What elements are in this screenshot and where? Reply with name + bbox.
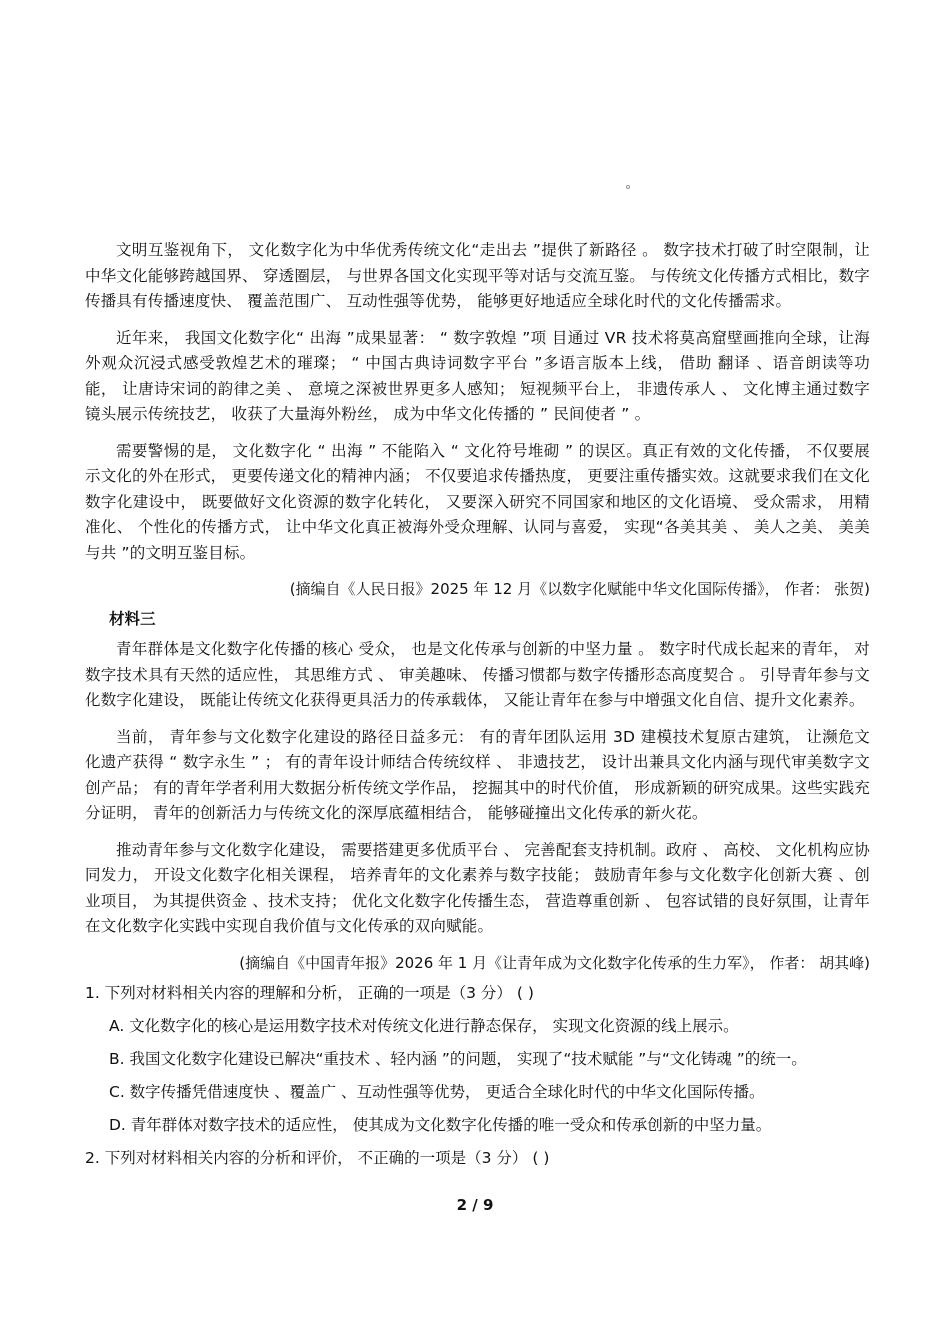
question-1-stem: 1. 下列对材料相关内容的理解和分析， 正确的一项是（3 分） ( ) — [85, 983, 534, 1002]
material3-source: (摘编自《中国青年报》2026 年 1 月《让青年成为文化数字化传承的生力军》， 作者： 胡其峰) — [239, 953, 870, 972]
material2-paragraph-1: 文明互鉴视角下， 文化数字化为中华优秀传统文化“走出去 ”提供了新路径 。 数字技术打破了时空限制，让中华文化能够跨越国界、 穿透圈层， 与世界各国文化实现平等对话与交流互鉴。 与传统文化传播方式相比，数字传播具有传播速度快、 覆盖范围广、 互动性强等优势， 能够更好地适应全球化时代的文化传播需求。 — [85, 241, 870, 310]
material3-heading: 材料三 — [109, 610, 156, 628]
question-1-option-b: B. 我国文化数字化建设已解决“重技术 、轻内涵 ”的问题， 实现了“技术赋能 ”与“文化铸魂 ”的统一。 — [109, 1049, 807, 1068]
material2-source: (摘编自《人民日报》2025 年 12 月《以数字化赋能中华文化国际传播》， 作者： 张贺) — [289, 580, 870, 598]
scan-dot — [626, 185, 630, 189]
question-1-option-a: A. 文化数字化的核心是运用数字技术对传统文化进行静态保存， 实现文化资源的线上展示。 — [109, 1016, 739, 1035]
question-2-stem: 2. 下列对材料相关内容的分析和评价， 不正确的一项是（3 分） ( ) — [85, 1148, 550, 1167]
material3-paragraph-1: 青年群体是文化数字化传播的核心 受众， 也是文化传承与创新的中坚力量 。 数字时代成长起来的青年， 对数字技术具有天然的适应性， 其思维方式 、 审美趣味、 传播习惯都与数字传播形态高度契合 。 引导青年参与文化数字化建设， 既能让传统文化获得更具活力的传承载体， 又能让青年在参与中增强文化自信、提升文化素养。 — [85, 640, 870, 709]
material3-paragraph-3: 推动青年参与文化数字化建设， 需要搭建更多优质平台 、 完善配套支持机制。政府 、 高校、 文化机构应协同发力， 开设文化数字化相关课程， 培养青年的文化素养与数字技能； 鼓励青年参与文化数字化创新大赛 、创业项目， 为其提供资金 、技术支持； 优化文化数字化传播生态， 营造尊重创新 、 包容试错的良好氛围，让青年在文化数字化实践中实现自我价值与文化传承的双向赋能。 — [85, 840, 870, 935]
page-content — [85, 238, 870, 1179]
question-1-option-c: C. 数字传播凭借速度快 、覆盖广 、互动性强等优势， 更适合全球化时代的中华文化国际传播。 — [109, 1082, 765, 1101]
question-1-option-d: D. 青年群体对数字技术的适应性， 使其成为文化数字化传播的唯一受众和传承创新的中坚力量。 — [109, 1115, 772, 1134]
page-number: 2 / 9 — [456, 1196, 494, 1214]
material3-paragraph-2: 当前， 青年参与文化数字化建设的路径日益多元： 有的青年团队运用 3D 建模技术复原古建筑， 让濒危文化遗产获得 “ 数字永生 ” ； 有的青年设计师结合传统纹样 、 非遗技艺， 设计出兼具文化内涵与现代审美数字文创产品； 有的青年学者利用大数据分析传统文学作品， 挖掘其中的时代价值， 形成新颖的研究成果。这些实践充分证明， 青年的创新活力与传统文化的深厚底蕴相结合， 能够碰撞出文化传承的新火花。 — [85, 727, 870, 822]
material2-paragraph-2: 近年来， 我国文化数字化“ 出海 ”成果显著： “ 数字敦煌 ”项 目通过 VR 技术将莫高窟壁画推向全球，让海外观众沉浸式感受敦煌艺术的璀璨； “ 中国古典诗词数字平台 ”多语言版本上线， 借助 翻译 、语音朗读等功能， 让唐诗宋词的韵律之美 、 意境之深被世界更多人感知； 短视频平台上， 非遗传承人 、 文化博主通过数字镜头展示传统技艺， 收获了大量海外粉丝， 成为中华文化传播的 ” 民间使者 ” 。 — [85, 328, 870, 423]
material2-paragraph-3: 需要警惕的是， 文化数字化 “ 出海 ” 不能陷入 “ 文化符号堆砌 ” 的误区。真正有效的文化传播， 不仅要展示文化的外在形式， 更要传递文化的精神内涵； 不仅要追求传播热度， 更要注重传播实效。这就要求我们在文化数字化建设中， 既要做好文化资源的数字化转化， 又要深入研究不同国家和地区的文化语境、 受众需求， 用精准化、 个性化的传播方式， 让中华文化真正被海外受众理解、认同与喜爱， 实现“各美其美 、 美人之美、 美美与共 ”的文明互鉴目标。 — [85, 441, 870, 562]
